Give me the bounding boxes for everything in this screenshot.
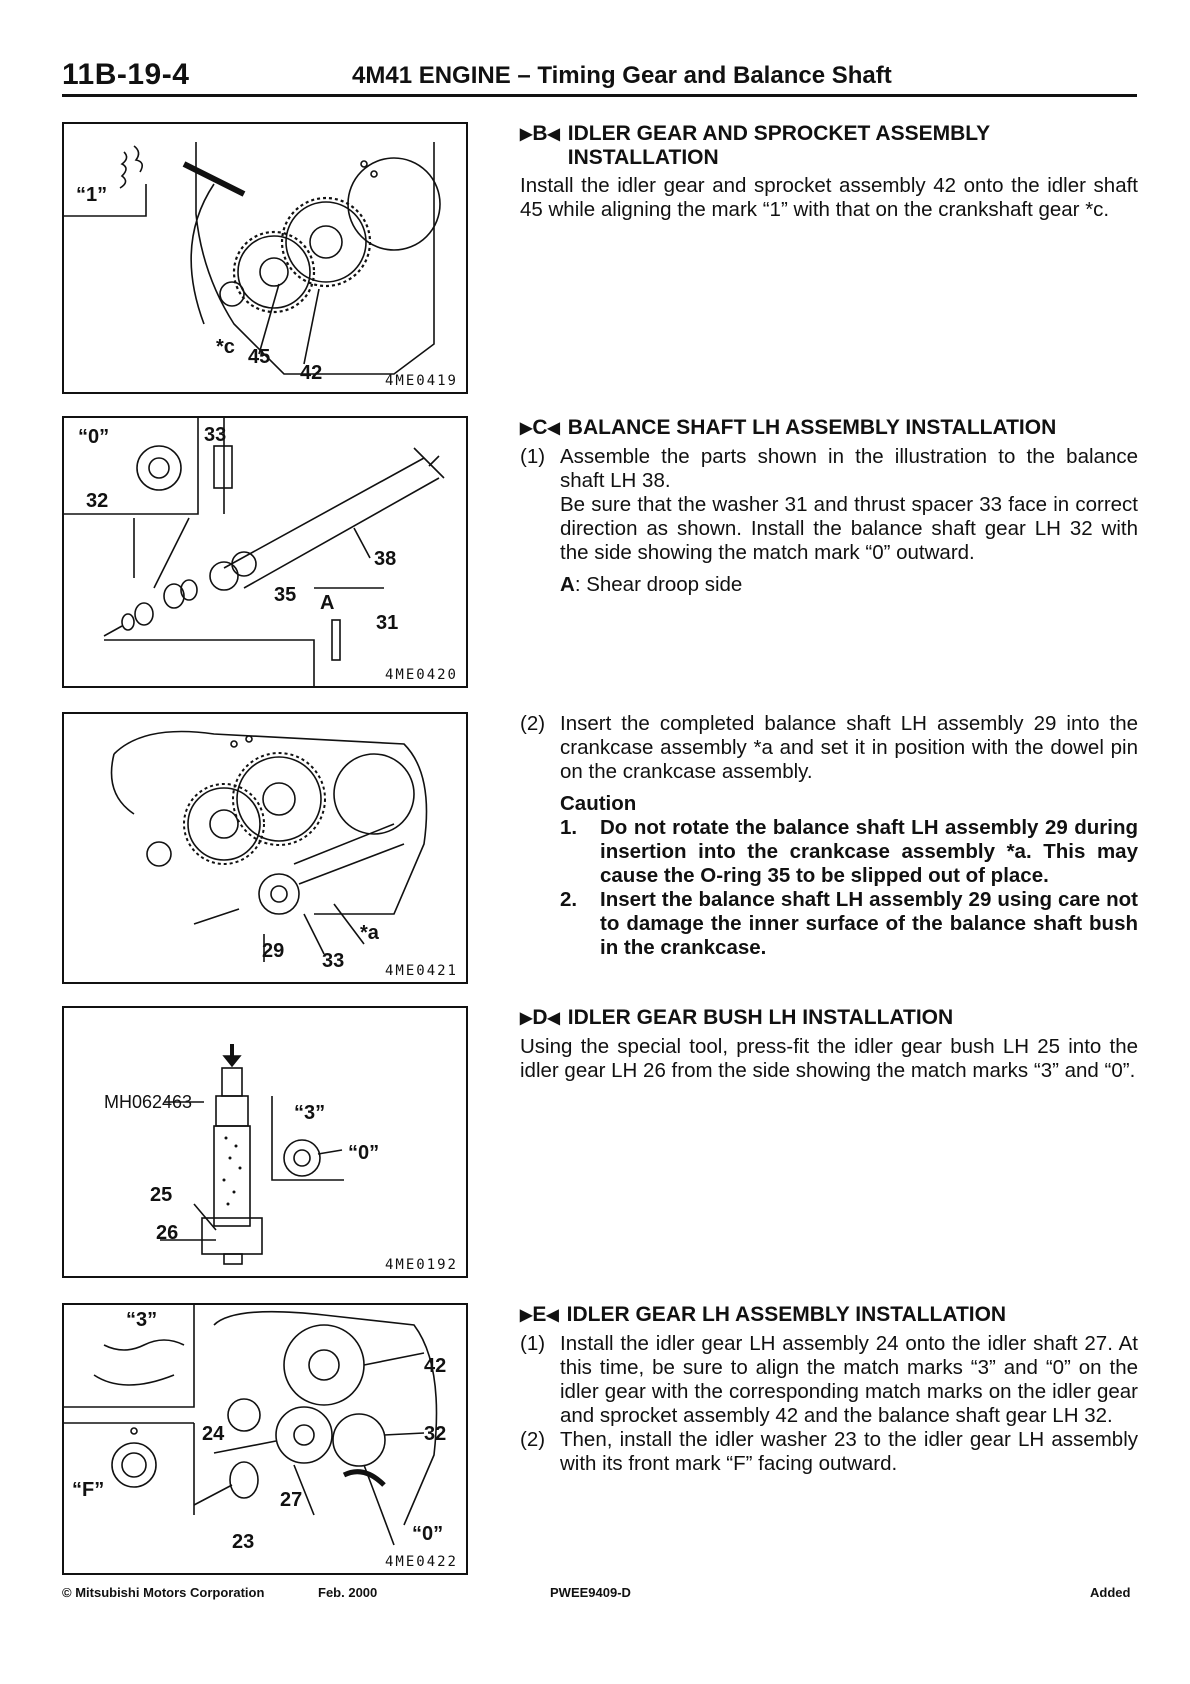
- figure-code: 4ME0419: [384, 373, 458, 389]
- item-text: Assemble the parts shown in the illustration to the balance shaft LH 38.: [560, 445, 1138, 492]
- item-text: Install the idler gear LH assembly 24 onto the idler shaft 27. At this time, be sure to align the match marks “3” and “0” on the idler gear with the corresponding match marks on the idler gear and sprocket assembly 42 and the balance shaft gear LH 32.: [560, 1332, 1138, 1427]
- shear-droop-a-label: A: [320, 592, 335, 614]
- idler-shaft-27-label: 27: [280, 1489, 303, 1511]
- section-heading: [520, 1303, 1138, 1328]
- match-mark-3-label: “3”: [126, 1309, 158, 1331]
- section-tag: C: [532, 416, 548, 439]
- section-body: Using the special tool, press-fit the idler gear bush LH 25 into the idler gear LH 26 from the side showing the match marks “3” and “0”.: [520, 1035, 1138, 1082]
- figure-code: 4ME0420: [384, 667, 458, 683]
- section-tag: B: [532, 122, 548, 145]
- caution-item: [560, 816, 1138, 888]
- figure-idler-gear-lh: [62, 1303, 468, 1575]
- left-triangle-icon: ◀: [547, 126, 560, 143]
- balance-gear-32-label: 32: [424, 1423, 447, 1445]
- caution-number: 2.: [560, 888, 578, 911]
- section-c-continued: [520, 712, 1138, 960]
- caution-item: [560, 888, 1138, 960]
- caution-text: Do not rotate the balance shaft LH assembly 29 during insertion into the crankcase assembly *a. This may cause the O-ring 35 to be slipped out of place.: [600, 816, 1138, 887]
- figure-idler-gear-sprocket: [62, 122, 468, 394]
- idler-washer-23-label: 23: [232, 1531, 255, 1553]
- gear-32-label: 32: [86, 490, 109, 512]
- section-b: [520, 122, 1138, 222]
- figure-illustration: [64, 1008, 466, 1276]
- item-subtext: Be sure that the washer 31 and thrust spacer 33 face in correct direction as shown. Install the balance shaft gear LH 32 with the side showing the match mark “0” outward.: [560, 493, 1138, 564]
- note-key: A: [560, 573, 575, 596]
- section-tag: D: [532, 1006, 548, 1029]
- crankshaft-gear-label: *c: [216, 336, 235, 358]
- figure-balance-shaft-parts: [62, 416, 468, 688]
- list-item: [520, 1428, 1138, 1476]
- special-tool-label: MH062463: [104, 1092, 193, 1112]
- footer-copyright: © Mitsubishi Motors Corporation: [62, 1585, 265, 1600]
- section-heading: [520, 1006, 1138, 1031]
- section-body: Install the idler gear and sprocket assembly 42 onto the idler shaft 45 while aligning the mark “1” with that on the crankshaft gear *c.: [520, 174, 1138, 221]
- figure-code: 4ME0422: [384, 1554, 458, 1570]
- figure-illustration: [64, 1305, 466, 1573]
- section-heading: [520, 122, 1138, 170]
- bush-25-label: 25: [150, 1184, 173, 1206]
- list-item: [520, 712, 1138, 784]
- idler-gear-42-label: 42: [300, 362, 323, 384]
- left-triangle-icon: ◀: [547, 420, 560, 437]
- list-item: [520, 445, 1138, 493]
- item-number: (2): [520, 712, 546, 735]
- footer-status: Added: [1090, 1585, 1131, 1600]
- sprocket-42-label: 42: [424, 1355, 447, 1377]
- figure-idler-gear-bush: [62, 1006, 468, 1278]
- right-triangle-icon: ▶: [520, 1010, 533, 1027]
- caution-heading: Caution: [560, 792, 637, 815]
- match-mark-0-label: “0”: [78, 426, 110, 448]
- figure-balance-shaft-insertion: [62, 712, 468, 984]
- section-e: [520, 1303, 1138, 1476]
- section-title: IDLER GEAR LH ASSEMBLY INSTALLATION: [566, 1303, 1007, 1326]
- right-triangle-icon: ▶: [520, 126, 533, 143]
- match-mark-0-label: “0”: [412, 1523, 444, 1545]
- section-d: [520, 1006, 1138, 1083]
- section-heading: [520, 416, 1138, 441]
- left-triangle-icon: ◀: [546, 1307, 559, 1324]
- figure-code: 4ME0192: [384, 1257, 458, 1273]
- note-text: : Shear droop side: [574, 573, 743, 596]
- section-title: BALANCE SHAFT LH ASSEMBLY INSTALLATION: [567, 416, 1057, 439]
- balance-shaft-38-label: 38: [374, 548, 397, 570]
- right-triangle-icon: ▶: [520, 420, 533, 437]
- item-text: Insert the completed balance shaft LH assembly 29 into the crankcase assembly *a and set it in position with the dowel pin on the crankcase assembly.: [560, 712, 1138, 783]
- section-c: [520, 416, 1138, 597]
- item-number: (1): [520, 1332, 546, 1355]
- thrust-spacer-33-label: 33: [322, 950, 345, 972]
- caution-text: Insert the balance shaft LH assembly 29 using care not to damage the inner surface of the balance shaft bush in the crankcase.: [600, 888, 1138, 959]
- caution-number: 1.: [560, 816, 578, 839]
- balance-shaft-29-label: 29: [262, 940, 285, 962]
- right-triangle-icon: ▶: [520, 1307, 533, 1324]
- figure-illustration: [64, 418, 466, 686]
- idler-shaft-45-label: 45: [248, 346, 271, 368]
- note: [560, 573, 1138, 597]
- page-header: [62, 56, 1137, 97]
- section-title: IDLER GEAR AND SPROCKET ASSEMBLY INSTALLATION: [567, 122, 990, 169]
- thrust-spacer-33-label: 33: [204, 424, 227, 446]
- crankcase-a-label: *a: [360, 922, 379, 944]
- washer-31-label: 31: [376, 612, 399, 634]
- figure-code: 4ME0421: [384, 963, 458, 979]
- o-ring-35-label: 35: [274, 584, 297, 606]
- page-number: 11B-19-4: [62, 58, 190, 91]
- footer-code: PWEE9409-D: [550, 1585, 631, 1600]
- item-number: (1): [520, 445, 546, 468]
- mark-1-label: “1”: [76, 184, 108, 206]
- match-mark-0-label: “0”: [348, 1142, 380, 1164]
- section-title: IDLER GEAR BUSH LH INSTALLATION: [567, 1006, 954, 1029]
- section-tag: E: [532, 1303, 547, 1326]
- idler-gear-24-label: 24: [202, 1423, 225, 1445]
- front-mark-f-label: “F”: [72, 1479, 105, 1501]
- footer-date: Feb. 2000: [318, 1585, 378, 1600]
- match-mark-3-label: “3”: [294, 1102, 326, 1124]
- item-text: Then, install the idler washer 23 to the idler gear LH assembly with its front mark “F” facing outward.: [560, 1428, 1138, 1475]
- page-title: 4M41 ENGINE – Timing Gear and Balance Shaft: [352, 62, 892, 89]
- item-number: (2): [520, 1428, 546, 1451]
- idler-gear-26-label: 26: [156, 1222, 179, 1244]
- list-item: [520, 1332, 1138, 1428]
- left-triangle-icon: ◀: [547, 1010, 560, 1027]
